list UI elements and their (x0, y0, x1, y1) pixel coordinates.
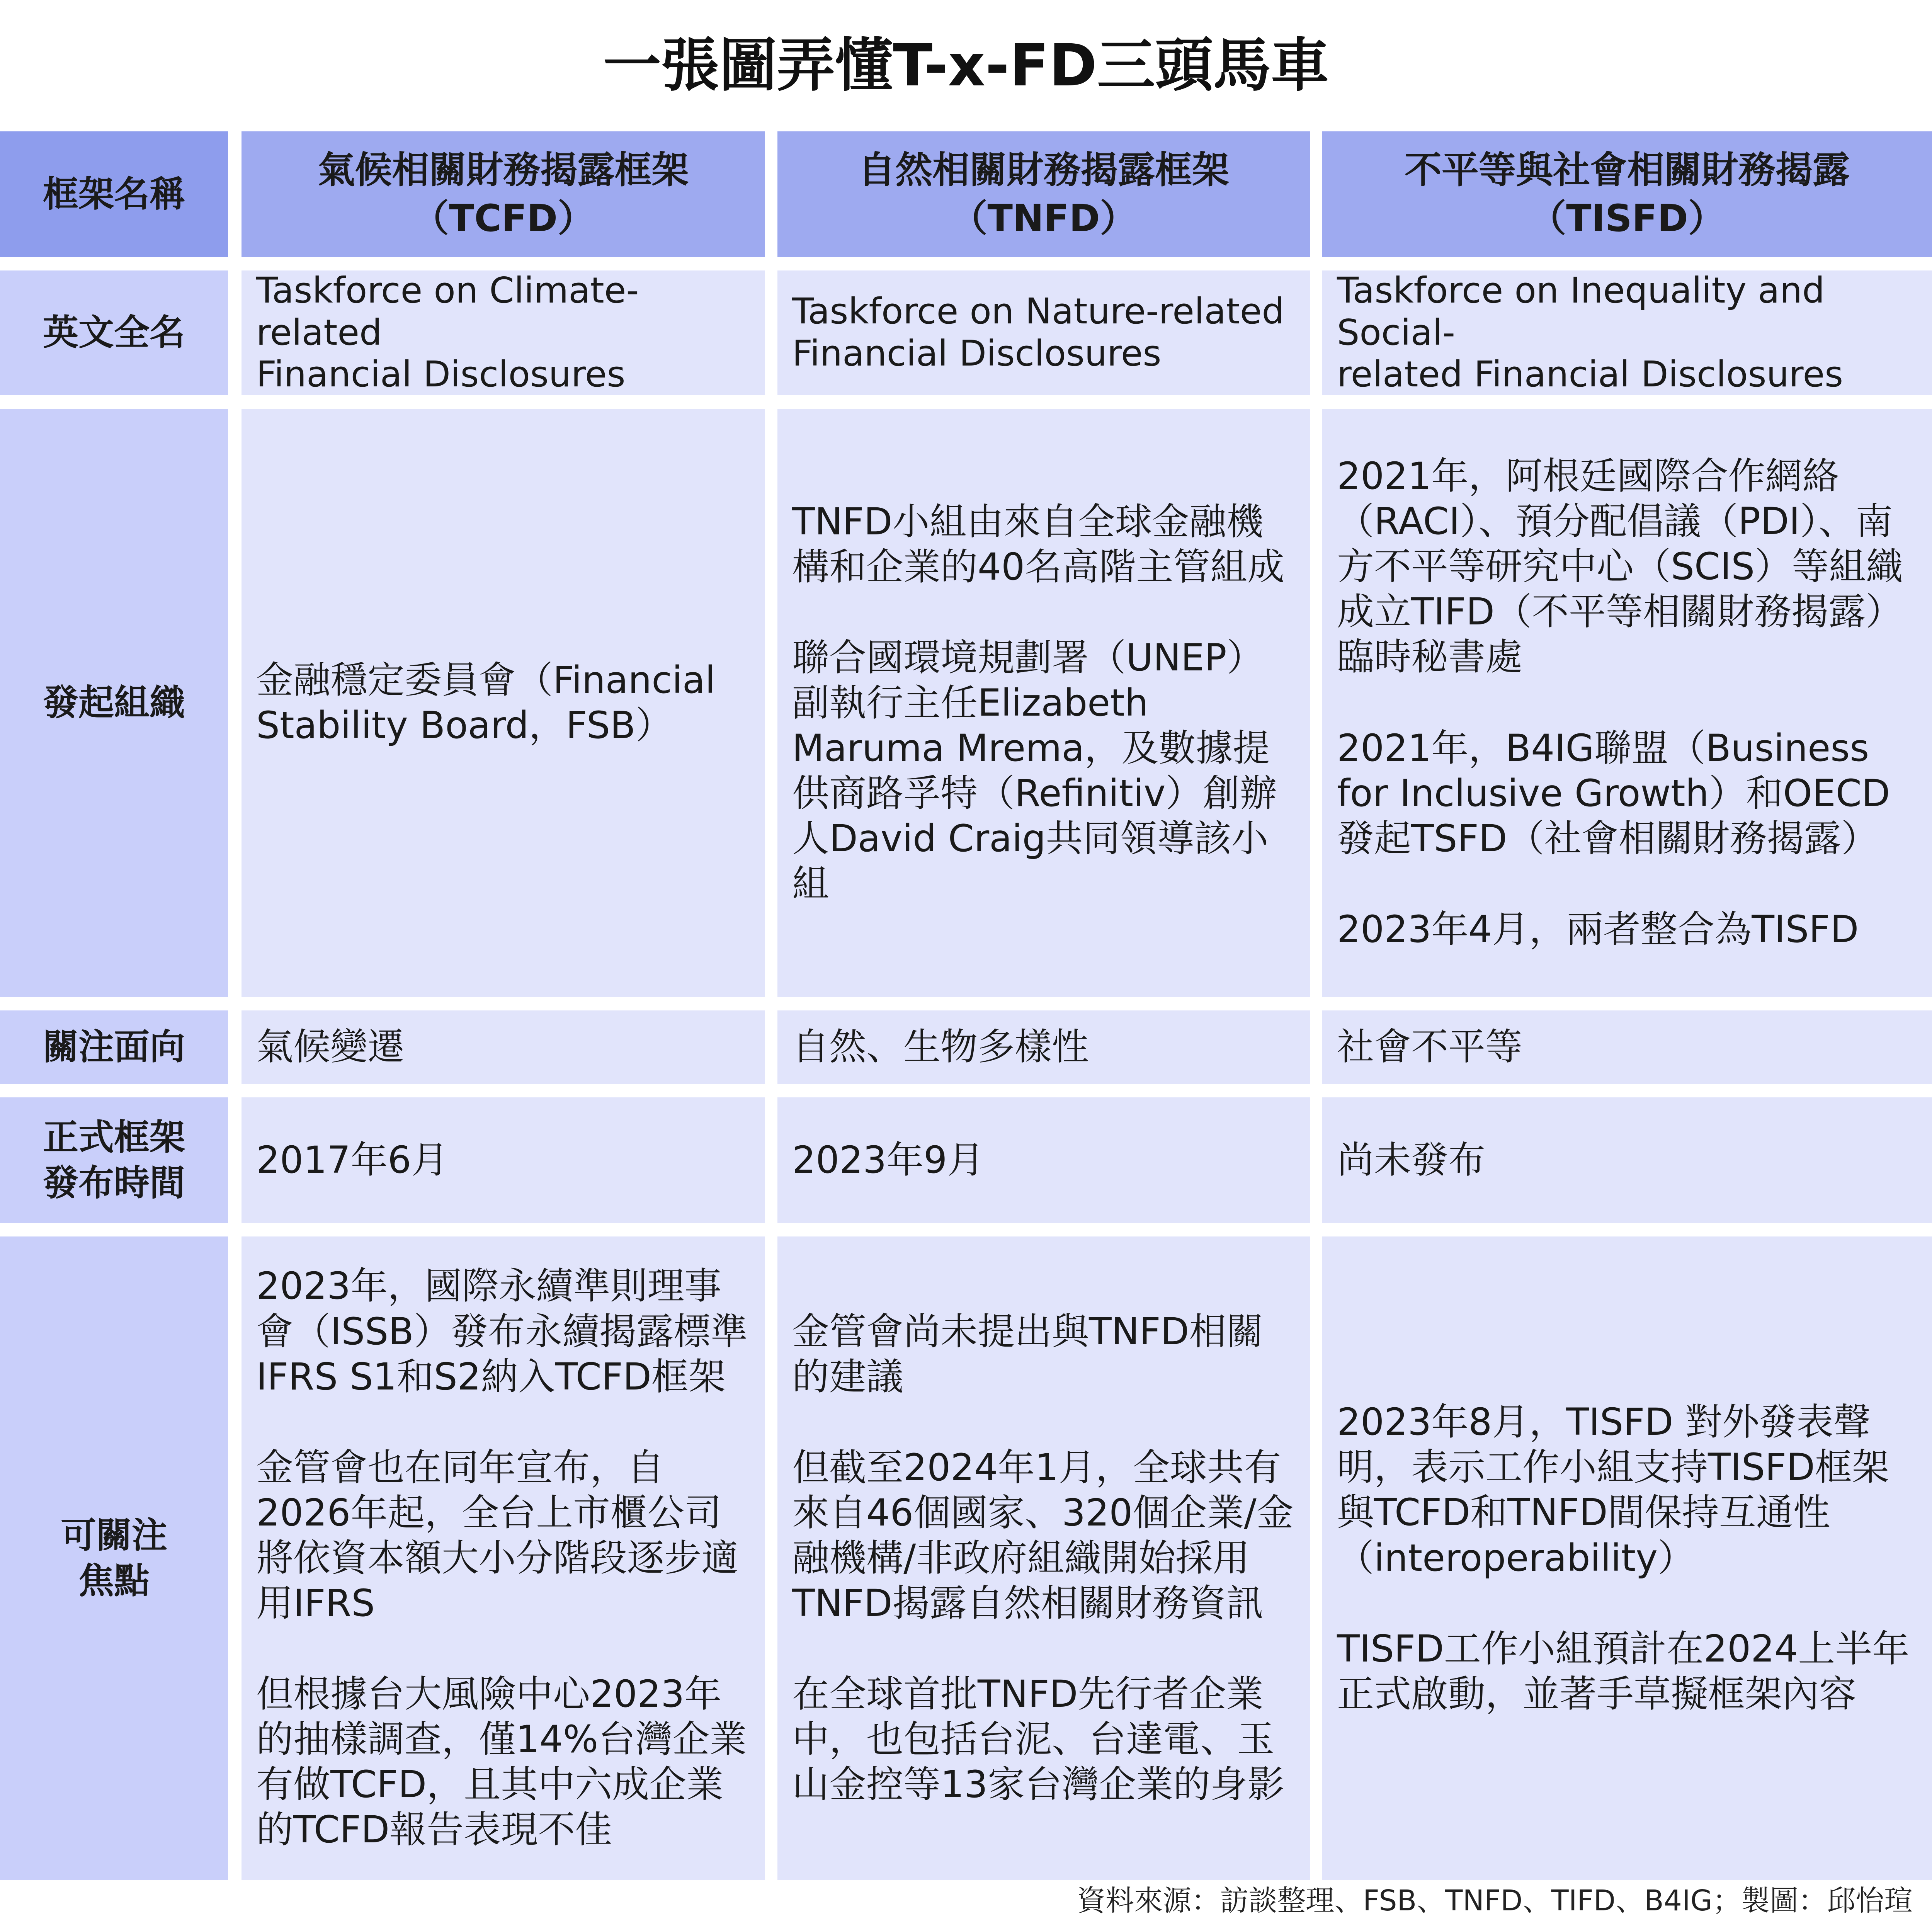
row-label-notes-line2: 焦點 (78, 1560, 150, 1602)
notes-tnfd-para3: 在全球首批TNFD先行者企業中，也包括台泥、台達電、玉山金控等13家台灣企業的身影 (792, 1672, 1285, 1806)
initiator-tnfd-para1: TNFD小組由來自全球金融機構和企業的40名高階主管組成 (792, 500, 1285, 588)
focus-tcfd-text: 氣候變遷 (256, 1025, 405, 1069)
row-label-focus: 關注面向 (0, 1010, 228, 1084)
initiator-tnfd-para2: 聯合國環境規劃署（UNEP）副執行主任Elizabeth Maruma Mrema，及數據提供商路孚特（Refinitiv）創辦人David Craig共同領導該小組 (792, 636, 1277, 906)
initiator-tisfd-cell (1322, 409, 1932, 997)
initiator-tcfd-cell (242, 409, 765, 997)
notes-tisfd-para1: 2023年8月，TISFD 對外發表聲明，表示工作小組支持TISFD框架與TCFD和TNFD間保持互通性（interoperability） (1337, 1400, 1889, 1580)
notes-tcfd-para2: 金管會也在同年宣布，自2026年起，全台上市櫃公司將依資本額大小分階段逐步適用IFRS (256, 1446, 738, 1625)
initiator-tisfd-para2: 2021年，B4IG聯盟（Business for Inclusive Growth）和OECD發起TSFD（社會相關財務揭露） (1337, 726, 1890, 860)
header-tcfd-abbr: （TCFD） (412, 196, 595, 240)
initiator-tnfd-cell (777, 409, 1310, 997)
initiator-tisfd-para1: 2021年，阿根廷國際合作網絡（RACI）、預分配倡議（PDI）、南方不平等研究中心（SCIS）等組織成立TIFD（不平等相關財務揭露）臨時秘書處 (1337, 454, 1903, 679)
notes-tcfd-para3: 但根據台大風險中心2023年的抽樣調查，僅14%台灣企業有做TCFD，且其中六成企業的TCFD報告表現不佳 (256, 1672, 747, 1852)
row-label-english-name: 英文全名 (0, 270, 228, 395)
source-credit: 資料來源：訪談整理、FSB、TNFD、TIFD、B4IG；製圖：邱怡瑄 (1077, 1884, 1913, 1917)
focus-tnfd-text: 自然、生物多樣性 (792, 1025, 1089, 1069)
english-name-tisfd-line2: related Financial Disclosures (1337, 354, 1844, 395)
row-label-release (0, 1097, 228, 1223)
initiator-tcfd-text: 金融穩定委員會（Financial Stability Board，FSB） (256, 658, 716, 747)
notes-tnfd-para1: 金管會尚未提出與TNFD相關的建議 (792, 1310, 1264, 1398)
release-tcfd-text: 2017年6月 (256, 1138, 449, 1182)
release-tisfd-text: 尚未發布 (1337, 1138, 1485, 1182)
header-label: 框架名稱 (43, 173, 185, 215)
focus-tisfd-cell (1322, 1010, 1932, 1084)
notes-tnfd-cell (777, 1236, 1310, 1880)
notes-tcfd-para1: 2023年，國際永續準則理事會（ISSB）發布永續揭露標準IFRS S1和S2納入TCFD框架 (256, 1264, 748, 1398)
header-tnfd-abbr: （TNFD） (950, 196, 1137, 240)
row-label-notes (0, 1236, 228, 1880)
english-name-tcfd-line1: Taskforce on Climate-related (256, 270, 639, 353)
notes-tcfd-cell (242, 1236, 765, 1880)
header-tnfd-name: 自然相關財務揭露框架 (858, 148, 1229, 192)
header-tisfd-abbr: （TISFD） (1529, 196, 1725, 240)
header-tcfd-cell (242, 131, 765, 257)
row-label-notes-line1: 可關注 (60, 1514, 167, 1556)
row-label-release-line2: 發布時間 (43, 1162, 185, 1204)
focus-tnfd-cell (777, 1010, 1310, 1084)
row-label-release-line1: 正式框架 (43, 1116, 185, 1158)
notes-tisfd-cell (1322, 1236, 1932, 1880)
focus-tcfd-cell (242, 1010, 765, 1084)
english-name-tcfd-line2: Financial Disclosures (256, 354, 626, 395)
row-label-initiator: 發起組織 (0, 409, 228, 997)
header-tisfd-name: 不平等與社會相關財務揭露 (1405, 148, 1850, 192)
initiator-tisfd-para3: 2023年4月，兩者整合為TISFD (1337, 907, 1859, 951)
release-tcfd-cell (242, 1097, 765, 1223)
header-tisfd-cell (1322, 131, 1932, 257)
english-name-tnfd-cell (777, 270, 1310, 395)
english-name-tisfd-cell (1322, 270, 1932, 395)
release-tisfd-cell (1322, 1097, 1932, 1223)
header-tcfd-name: 氣候相關財務揭露框架 (318, 148, 689, 192)
english-name-tnfd-line2: Financial Disclosures (792, 333, 1162, 374)
notes-tnfd-para2: 但截至2024年1月，全球共有來自46個國家、320個企業/金融機構/非政府組織開始採用TNFD揭露自然相關財務資訊 (792, 1446, 1294, 1625)
english-name-tcfd-cell (242, 270, 765, 395)
release-tnfd-cell (777, 1097, 1310, 1223)
english-name-tisfd-line1: Taskforce on Inequality and Social- (1337, 270, 1825, 353)
focus-tisfd-text: 社會不平等 (1337, 1025, 1522, 1069)
release-tnfd-text: 2023年9月 (792, 1138, 985, 1182)
header-label-cell (0, 131, 228, 257)
page-title: 一張圖弄懂T-x-FD三頭馬車 (603, 32, 1329, 99)
english-name-tnfd-line1: Taskforce on Nature-related (792, 291, 1284, 332)
notes-tisfd-para2: TISFD工作小組預計在2024上半年正式啟動，並著手草擬框架內容 (1337, 1627, 1910, 1716)
header-tnfd-cell (777, 131, 1310, 257)
